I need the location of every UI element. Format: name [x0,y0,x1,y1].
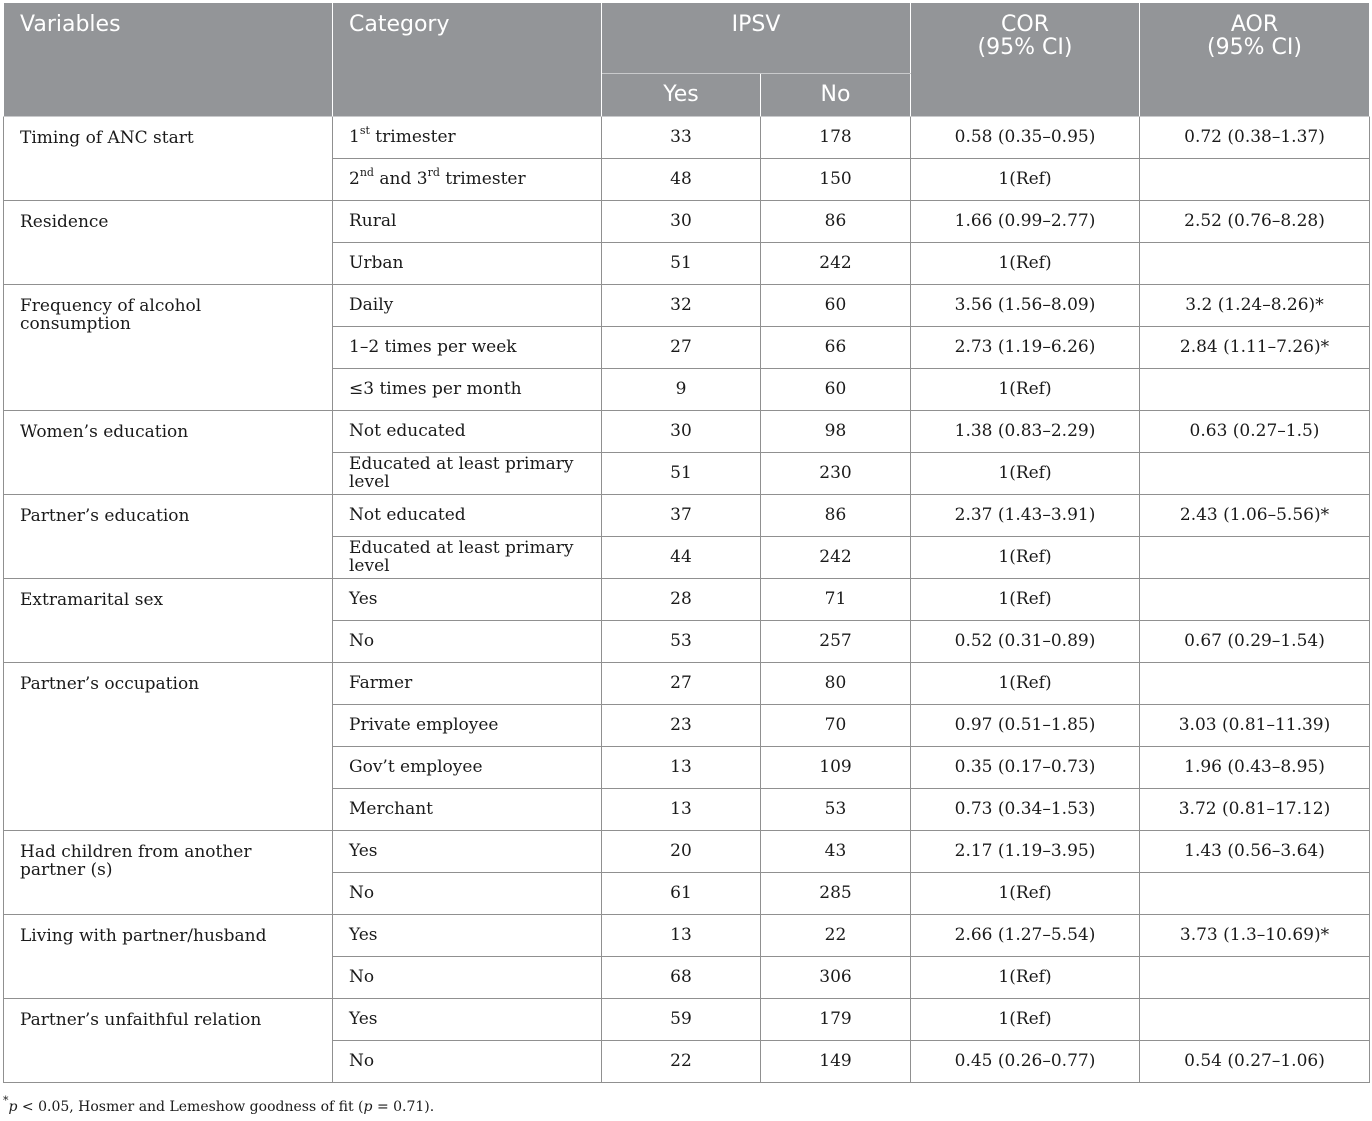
cor-cell: 1(Ref) [911,452,1140,494]
variable-cell: Living with partner/husband [4,914,333,998]
aor-cell [1140,536,1370,578]
aor-cell: 3.72 (0.81–17.12) [1140,788,1370,830]
header-cor-line2: (95% CI) [977,35,1073,60]
variable-cell: Residence [4,200,333,284]
category-cell: Farmer [333,662,602,704]
cor-cell: 2.17 (1.19–3.95) [911,830,1140,872]
no-cell: 150 [761,158,911,200]
yes-cell: 51 [602,242,761,284]
table-row [4,410,1370,452]
no-cell: 60 [761,368,911,410]
no-cell: 242 [761,536,911,578]
cor-cell: 2.37 (1.43–3.91) [911,494,1140,536]
no-cell: 98 [761,410,911,452]
aor-cell: 2.43 (1.06–5.56)* [1140,494,1370,536]
no-cell: 242 [761,242,911,284]
yes-cell: 27 [602,662,761,704]
results-table [3,3,1370,1083]
aor-cell: 0.63 (0.27–1.5) [1140,410,1370,452]
aor-cell: 0.54 (0.27–1.06) [1140,1040,1370,1082]
category-cell: No [333,620,602,662]
aor-cell [1140,368,1370,410]
no-cell: 43 [761,830,911,872]
yes-cell: 9 [602,368,761,410]
header-ipsv: IPSV [602,3,911,73]
header-variables: Variables [4,3,333,116]
yes-cell: 33 [602,116,761,158]
cor-cell: 0.45 (0.26–0.77) [911,1040,1140,1082]
aor-cell: 3.73 (1.3–10.69)* [1140,914,1370,956]
header-aor-line1: AOR [1230,12,1279,37]
no-cell: 60 [761,284,911,326]
yes-cell: 13 [602,746,761,788]
cor-cell: 0.73 (0.34–1.53) [911,788,1140,830]
table-row [4,998,1370,1040]
aor-cell: 1.96 (0.43–8.95) [1140,746,1370,788]
no-cell: 149 [761,1040,911,1082]
cor-cell: 1.66 (0.99–2.77) [911,200,1140,242]
variable-cell: Partner’s occupation [4,662,333,830]
category-cell: No [333,872,602,914]
table-row [4,200,1370,242]
cor-cell: 2.66 (1.27–5.54) [911,914,1140,956]
footnote-star: * [3,1094,9,1108]
aor-cell: 0.72 (0.38–1.37) [1140,116,1370,158]
aor-cell: 3.03 (0.81–11.39) [1140,704,1370,746]
cor-cell: 1(Ref) [911,998,1140,1040]
table-row [4,284,1370,326]
no-cell: 66 [761,326,911,368]
category-cell: Rural [333,200,602,242]
yes-cell: 68 [602,956,761,998]
category-cell: No [333,956,602,998]
table-row [4,662,1370,704]
yes-cell: 22 [602,1040,761,1082]
yes-cell: 13 [602,914,761,956]
aor-cell [1140,872,1370,914]
yes-cell: 30 [602,410,761,452]
category-cell: Educated at least primary level [333,452,602,494]
variable-cell: Partner’s unfaithful relation [4,998,333,1082]
footnote-p-symbol-2: p [363,1099,373,1115]
variable-cell: Extramarital sex [4,578,333,662]
aor-cell [1140,158,1370,200]
yes-cell: 61 [602,872,761,914]
category-cell: Yes [333,914,602,956]
yes-cell: 13 [602,788,761,830]
category-cell: 1–2 times per week [333,326,602,368]
table-row [4,578,1370,620]
no-cell: 179 [761,998,911,1040]
header-cor [911,3,1140,116]
yes-cell: 44 [602,536,761,578]
yes-cell: 59 [602,998,761,1040]
yes-cell: 32 [602,284,761,326]
footnote-p-symbol: p [8,1099,18,1115]
category-cell: Private employee [333,704,602,746]
header-category: Category [333,3,602,116]
aor-cell [1140,452,1370,494]
no-cell: 86 [761,200,911,242]
no-cell: 22 [761,914,911,956]
aor-cell [1140,578,1370,620]
category-cell: Educated at least primary level [333,536,602,578]
aor-cell: 1.43 (0.56–3.64) [1140,830,1370,872]
aor-cell: 3.2 (1.24–8.26)* [1140,284,1370,326]
yes-cell: 53 [602,620,761,662]
cor-cell: 2.73 (1.19–6.26) [911,326,1140,368]
table-header [4,3,1370,116]
category-cell: Merchant [333,788,602,830]
cor-cell: 1(Ref) [911,662,1140,704]
table-row [4,494,1370,536]
no-cell: 109 [761,746,911,788]
table-footnote [3,1094,435,1115]
cor-cell: 1(Ref) [911,368,1140,410]
aor-cell: 2.84 (1.11–7.26)* [1140,326,1370,368]
yes-cell: 23 [602,704,761,746]
category-cell: Yes [333,830,602,872]
yes-cell: 20 [602,830,761,872]
cor-cell: 0.35 (0.17–0.73) [911,746,1140,788]
table-row [4,914,1370,956]
cor-cell: 3.56 (1.56–8.09) [911,284,1140,326]
cor-cell: 0.58 (0.35–0.95) [911,116,1140,158]
no-cell: 86 [761,494,911,536]
variable-cell: Frequency of alcohol consumption [4,284,333,410]
cor-cell: 1.38 (0.83–2.29) [911,410,1140,452]
aor-cell: 0.67 (0.29–1.54) [1140,620,1370,662]
table-row [4,830,1370,872]
no-cell: 257 [761,620,911,662]
variable-cell: Had children from another partner (s) [4,830,333,914]
table-row [4,116,1370,158]
cor-cell: 1(Ref) [911,242,1140,284]
footnote-text-2: = 0.71). [372,1099,435,1115]
header-aor [1140,3,1370,116]
footnote-text-1: < 0.05, Hosmer and Lemeshow goodness of fit ( [17,1099,364,1115]
cor-cell: 1(Ref) [911,158,1140,200]
category-cell: 1st trimester [333,116,602,158]
aor-cell: 2.52 (0.76–8.28) [1140,200,1370,242]
yes-cell: 37 [602,494,761,536]
no-cell: 80 [761,662,911,704]
cor-cell: 1(Ref) [911,872,1140,914]
category-cell: No [333,1040,602,1082]
aor-cell [1140,242,1370,284]
yes-cell: 30 [602,200,761,242]
cor-cell: 0.97 (0.51–1.85) [911,704,1140,746]
category-cell: Not educated [333,410,602,452]
no-cell: 285 [761,872,911,914]
header-aor-line2: (95% CI) [1207,35,1302,60]
category-cell: ≤3 times per month [333,368,602,410]
variable-cell: Women’s education [4,410,333,494]
category-cell: 2nd and 3rd trimester [333,158,602,200]
yes-cell: 28 [602,578,761,620]
cor-cell: 1(Ref) [911,536,1140,578]
variable-cell: Partner’s education [4,494,333,578]
category-cell: Yes [333,998,602,1040]
cor-cell: 0.52 (0.31–0.89) [911,620,1140,662]
category-cell: Urban [333,242,602,284]
header-cor-line1: COR [1001,12,1049,37]
no-cell: 71 [761,578,911,620]
header-no: No [761,73,911,116]
cor-cell: 1(Ref) [911,578,1140,620]
no-cell: 178 [761,116,911,158]
aor-cell [1140,998,1370,1040]
table-body [4,116,1370,1082]
category-cell: Gov’t employee [333,746,602,788]
no-cell: 70 [761,704,911,746]
aor-cell [1140,662,1370,704]
no-cell: 306 [761,956,911,998]
category-cell: Not educated [333,494,602,536]
category-cell: Yes [333,578,602,620]
variable-cell: Timing of ANC start [4,116,333,200]
yes-cell: 51 [602,452,761,494]
category-cell: Daily [333,284,602,326]
cor-cell: 1(Ref) [911,956,1140,998]
no-cell: 53 [761,788,911,830]
aor-cell [1140,956,1370,998]
yes-cell: 27 [602,326,761,368]
no-cell: 230 [761,452,911,494]
yes-cell: 48 [602,158,761,200]
header-yes: Yes [602,73,761,116]
